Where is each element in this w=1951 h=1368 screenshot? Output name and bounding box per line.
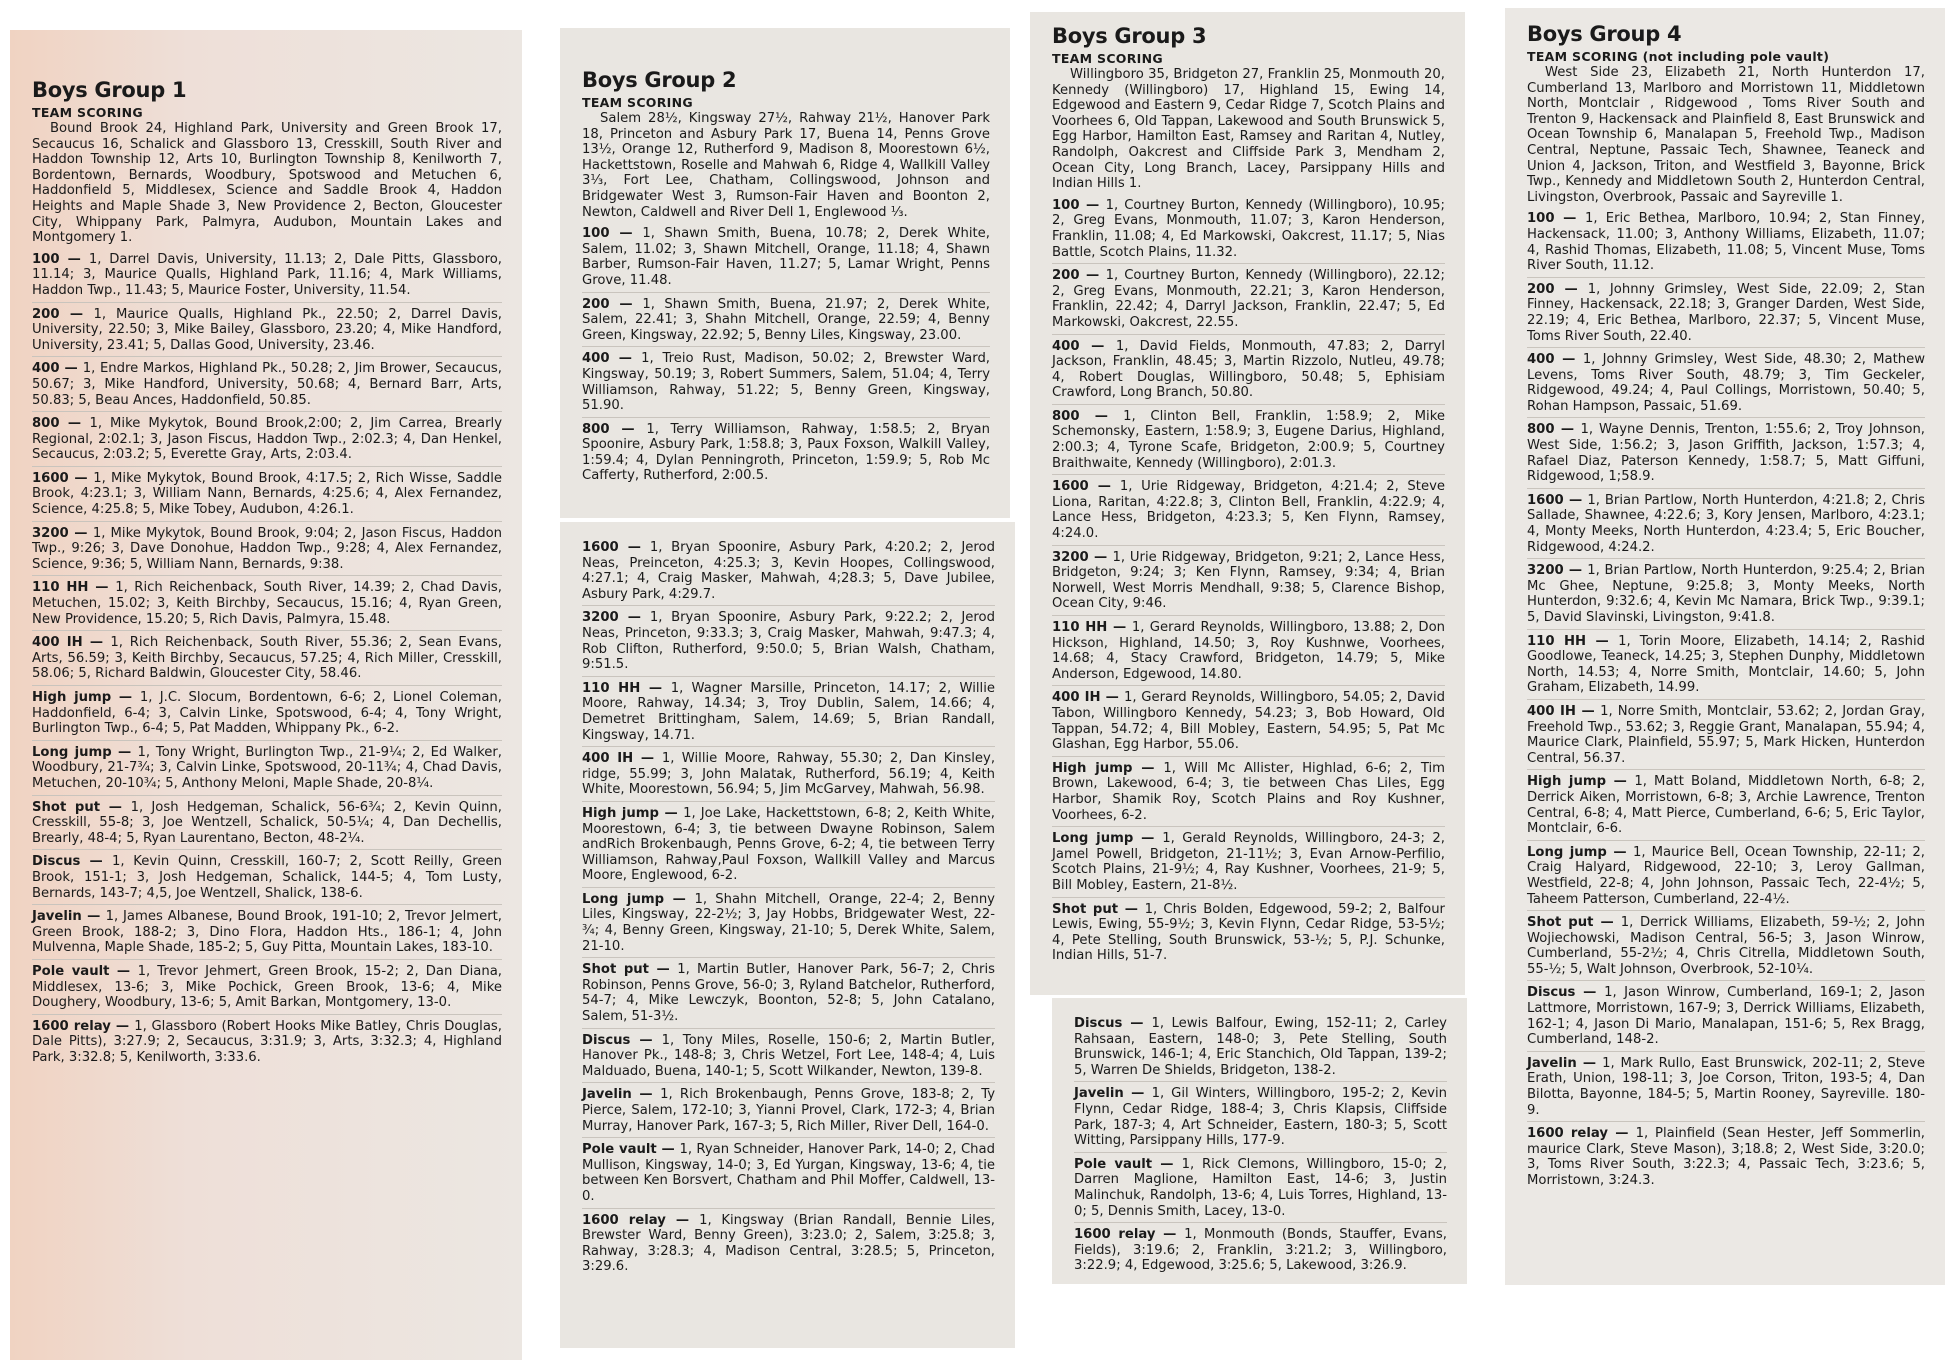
event-result	[1527, 348, 1925, 418]
event-name: High jump	[32, 690, 112, 705]
event-placings: 1, Willie Moore, Rahway, 55.30; 2, Dan Kinsley, ridge, 55.99; 3, John Malatak, Rutherford, 56.19; 4, Keith White, Moorestown, 56.94; 5, Jim McGarvey, Mahwah, 56.98.	[582, 751, 996, 798]
group4-title: Boys Group 4	[1527, 22, 1682, 46]
event-result	[582, 222, 990, 292]
event-placings: 1, Mark Rullo, East Brunswick, 202-11; 2, Steve Erath, Union, 198-11; 3, Joe Corson, Triton, 193-5; 4, Dan Bilotta, Bayonne, 184-5; 5, Martin Rooney, Sayreville. 180-9.	[1527, 1055, 1926, 1118]
event-dash: —	[1155, 1227, 1185, 1243]
event-placings: 1, Mike Mykytok, Bound Brook, 4:17.5; 2, Rich Wisse, Saddle Brook, 4:23.1; 3, William Nann, Bernards, 4:25.6; 4, Alex Fernandez, Science, 4:25.8; 5, Mike Tobey, Audubon, 4:26.1.	[32, 470, 502, 518]
event-dash: —	[111, 690, 140, 705]
event-dash: —	[618, 540, 650, 555]
group2-events-top	[582, 222, 990, 487]
event-name: 400 IH	[1527, 703, 1576, 719]
event-placings: 1, Urie Ridgeway, Bridgeton, 9:21; 2, Lance Hess, Bridgeton, 9:24; 3; Ken Flynn, Ramsey, 9:34; 4, Brian Norwell, West Morris Mendhall, 9:38; 5, Clarence Bishop, Ocean City, 9:46.	[1052, 549, 1445, 612]
event-placings: 1, Darrel Davis, University, 11.13; 2, Dale Pitts, Glassboro, 11.14; 3, Maurice Qualls, Highland Park, 11.16; 4, Mark Williams, Haddon Twp., 11.43; 5, Maurice Foster, University, 11.54.	[32, 251, 502, 298]
event-placings: 1, James Albanese, Bound Brook, 191-10; 2, Trevor Jelmert, Green Brook, 188-2; 3, Dino Flora, Haddon Hts., 186-1; 4, John Mulvenna, Maple Shade, 185-2; 5, Guy Pitta, Mountain Lakes, 183-10.	[32, 909, 503, 956]
event-placings: 1, Derrick Williams, Elizabeth, 59-½; 2, John Wojiechowski, Madison Central, 56-5; 3, Jason Winrow, Cumberland, 55-2½; 4, Chris Citrella, Middletown South, 55-½; 5, Walt Johnson, Overbrook, 52-10¼.	[1527, 915, 1926, 977]
event-placings: 1, Courtney Burton, Kennedy (Willingboro), 10.95; 2, Greg Evans, Monmouth, 11.07; 3, Karon Henderson, Franklin, 11.08; 4, Ed Markowski, Oakcrest, 11.17; 5, Nias Battle, Scotch Plains, 11.32.	[1052, 197, 1445, 260]
group2-events-bottom	[582, 536, 995, 1278]
event-placings: 1, Joe Lake, Hackettstown, 6-8; 2, Keith White, Moorestown, 6-4; 3, tie between Dwayne Robinson, Salem andRich Brokenbaugh, Penns Grove, 6-2; 4, tie between Terry Williamson, Rahway,Paul Foxson, Wallkill Valley and Marcus Moore, Englewood, 6-2.	[582, 805, 995, 884]
event-dash: —	[1152, 1156, 1182, 1172]
event-dash: —	[81, 909, 106, 925]
event-dash: —	[1563, 492, 1588, 508]
event-result	[582, 1138, 995, 1208]
event-result	[582, 1083, 995, 1138]
event-name: Long jump	[32, 744, 112, 760]
event-name: Long jump	[1527, 844, 1607, 860]
event-dash: —	[1593, 915, 1621, 931]
event-result	[32, 741, 502, 796]
event-dash: —	[1576, 1055, 1603, 1071]
event-placings: 1, Terry Williamson, Rahway, 1:58.5; 2, Bryan Spoonire, Asbury Park, 1:58.8; 3, Paux Foxson, Walkill Valley, 1:59.4; 4, Dylan Penningroth, Princeton, 1:59.9; 5, Rob Mc Cafferty, Rutherford, 2:00.5.	[582, 421, 990, 484]
event-result	[582, 606, 995, 676]
event-result	[32, 850, 502, 905]
event-dash: —	[1606, 774, 1635, 790]
event-dash: —	[631, 1087, 661, 1103]
event-result	[582, 677, 995, 747]
event-placings: 1, Eric Bethea, Marlboro, 10.94; 2, Stan Finney, Hackensack, 11.00; 3, Anthony Williams, Elizabeth, 11.07; 4, Rashid Thomas, Elizabeth, 11.08; 5, Vincent Muse, Toms River South, 11.12.	[1527, 211, 1926, 274]
event-placings: 1, Ryan Schneider, Hanover Park, 14-0; 2, Chad Mullison, Kingsway, 14-0; 3, Ed Yurgan, Kingsway, 13-6; 4, tie between Ken Borsvert, Chatham and Phil Moffer, Caldwell, 13-0.	[582, 1142, 995, 1204]
event-result	[1527, 841, 1925, 911]
event-dash: —	[1133, 831, 1163, 847]
event-name: Javelin	[582, 1087, 632, 1103]
event-placings: 1, Kevin Quinn, Cresskill, 160-7; 2, Scott Reilly, Green Brook, 151-1; 3, Josh Hedgeman, Schalick, 144-5; 4, Tom Lusty, Bernards, 143-7; 4,5, Joe Wentzell, Shalick, 138-6.	[32, 854, 503, 901]
group1-team-scoring: Bound Brook 24, Highland Park, University and Green Brook 17, Secaucus 16, Schalick and Glassboro 13, Cresskill, South River and Haddon Township 12, Arts 10, Burlington Township 8, Kenilworth 7, Bordentown, Bernards, Woodbury, Spotswood and Metuchen 6, Haddonfield 5, Middlesex, Science and Saddle Brook 4, Haddon Heights and Maple Shade 3, New Providence 2, Becton, Gloucester City, Whippany Park, Palmyra, Audubon, Mountain Lakes and Montgomery 1.	[32, 121, 502, 246]
event-name: 200	[32, 306, 60, 322]
event-dash: —	[1554, 281, 1588, 297]
event-result	[1074, 1223, 1447, 1277]
event-name: Shot put	[582, 962, 649, 978]
event-placings: 1, Trevor Jehmert, Green Brook, 15-2; 2, Dan Diana, Middlesex, 13-6; 3, Mike Pochick, Green Brook, 13-6; 4, Mike Doughery, Woodbury, 13-6; 5, Amit Barkan, Montgomery, 13-0.	[32, 963, 502, 1011]
event-result	[1527, 559, 1925, 629]
event-result	[32, 631, 502, 686]
event-result	[1052, 194, 1445, 264]
event-placings: 1, Lewis Balfour, Ewing, 152-11; 2, Carley Rahsaan, Eastern, 148-0; 3, Pete Stelling, South Brunswick, 146-1; 4, Eric Stanchich, Old Tappan, 139-2; 5, Warren De Shields, Bridgeton, 138-2.	[1074, 1016, 1447, 1078]
event-name: 1600 relay	[582, 1212, 666, 1228]
event-result	[32, 467, 502, 522]
event-result	[1052, 335, 1445, 405]
group2-team-scoring-heading: TEAM SCORING	[582, 95, 693, 110]
event-dash: —	[630, 1032, 662, 1048]
event-dash: —	[1132, 760, 1164, 776]
event-name: Pole vault	[32, 963, 110, 979]
event-dash: —	[1107, 620, 1132, 635]
event-name: 400 IH	[32, 635, 83, 651]
event-result	[1052, 405, 1445, 475]
event-name: Javelin	[1074, 1086, 1124, 1102]
event-result	[1527, 981, 1925, 1051]
event-result	[32, 357, 502, 412]
event-name: 3200	[32, 525, 69, 541]
event-placings: 1, Jason Winrow, Cumberland, 169-1; 2, Jason Lattmore, Morristown, 167-9; 3, Derrick Williams, Elizabeth, 162-1; 4, Jason Di Mario, Manalapan, 151-6; 5, Rex Bragg, Cumberland, 148-2.	[1527, 985, 1925, 1048]
event-name: 100	[1527, 211, 1555, 227]
event-placings: 1, Maurice Qualls, Highland Pk., 22.50; 2, Darrel Davis, University, 22.50; 3, Mike Bailey, Glassboro, 23.20; 4, Mike Handford, University, 23.41; 5, Dallas Good, University, 23.46.	[32, 306, 503, 353]
event-result	[1052, 475, 1445, 545]
event-name: 200	[1527, 281, 1555, 297]
event-result	[1052, 686, 1445, 756]
event-result	[582, 1029, 995, 1084]
event-result	[1074, 1082, 1447, 1152]
event-result	[32, 412, 502, 467]
event-result	[1052, 616, 1445, 686]
event-name: 800	[582, 421, 610, 437]
event-placings: 1, Chris Bolden, Edgewood, 59-2; 2, Balfour Lewis, Ewing, 55-9½; 3, Kevin Flynn, Cedar Ridge, 53-5½; 4, Pete Stelling, South Brunswick, 53-½; 5, P.J. Schunke, Indian Hills, 51-7.	[1052, 901, 1445, 964]
event-name: 110 HH	[582, 680, 641, 696]
event-name: 100	[582, 226, 610, 242]
event-name: 400	[582, 351, 610, 367]
event-placings: 1, Wayne Dennis, Trenton, 1:55.6; 2, Troy Johnson, West Side, 1:56.2; 3, Jason Griffith, Jackson, 1:57.3; 4, Rafael Diaz, Paterson Kennedy, 1:58.7; 5, Matt Giffuni, Ridgewood, 1;58.9.	[1527, 422, 1925, 485]
event-name: 400	[1527, 352, 1555, 368]
event-dash: —	[1100, 690, 1124, 706]
group1-team-scoring-heading: TEAM SCORING	[32, 105, 143, 120]
event-placings: 1, Rich Reichenback, South River, 14.39; 2, Chad Davis, Metuchen, 15.02; 3, Keith Birchby, Secaucus, 15.16; 4, Ryan Green, New Providence, 15.20; 5, Rich Davis, Palmyra, 15.48.	[32, 580, 502, 627]
event-dash: —	[640, 680, 671, 696]
event-result	[1527, 278, 1925, 348]
event-name: Javelin	[32, 909, 82, 925]
event-result	[582, 888, 995, 958]
event-placings: 1, Endre Markos, Highland Pk., 50.28; 2, Jim Brower, Secaucus, 50.67; 3, Mike Handford, University, 50.68; 4, Bernard Barr, Arts, 50.83; 5, Beau Ances, Haddonfield, 50.85.	[32, 361, 502, 408]
event-name: Javelin	[1527, 1055, 1577, 1071]
event-result	[1052, 546, 1445, 616]
event-result	[1527, 418, 1925, 488]
event-placings: 1, Torin Moore, Elizabeth, 14.14; 2, Rashid Goodlowe, Teaneck, 14.25; 3, Stephen Dunphy, Middletown North, 14.53; 4, Norre Smith, Montclair, 14.60; 5, John Graham, Elizabeth, 14.99.	[1527, 633, 1925, 696]
event-name: 1600 relay	[1527, 1126, 1608, 1142]
event-dash: —	[1554, 422, 1581, 438]
event-result	[1052, 898, 1445, 967]
event-placings: 1, Treio Rust, Madison, 50.02; 2, Brewster Ward, Kingsway, 50.19; 3, Robert Summers, Salem, 51.04; 4, Terry Williamson, Rahway, 51.22; 5, Benny Green, Kingsway, 51.90.	[582, 351, 991, 414]
event-name: Pole vault	[1074, 1156, 1153, 1172]
event-result	[1527, 207, 1925, 277]
event-placings: 1, Shawn Smith, Buena, 10.78; 2, Derek White, Salem, 11.02; 3, Shawn Mitchell, Orange, 11.18; 4, Shawn Barber, Rumson-Fair Haven, 11.27; 5, Lamar Wright, Penns Grove, 11.48.	[582, 226, 990, 288]
event-placings: 1, Rick Clemons, Willingboro, 15-0; 2, Darren Maglione, Hamilton East, 14-6; 3, Justin Malinchuk, Randolph, 13-6; 4, Luis Torres, Highland, 13-0; 5, Dennis Smith, Lacey, 13-0.	[1074, 1156, 1447, 1219]
event-result	[1052, 757, 1445, 827]
group4-clipping	[1505, 8, 1945, 1285]
event-result	[1074, 1153, 1447, 1223]
event-dash: —	[59, 416, 90, 432]
event-dash: —	[1607, 1126, 1636, 1142]
event-dash: —	[658, 805, 684, 821]
event-result	[582, 536, 995, 606]
event-placings: 1, Bryan Spoonire, Asbury Park, 9:22.2; 2, Jerod Neas, Princeton, 9:33.3; 3, Craig Masker, Mahwah, 9:47.3; 4, Rob Clifton, Rutherford, 9:50.0; 5, Brian Walsh, Chatham, 9:51.5.	[582, 610, 995, 673]
event-name: 1600 relay	[32, 1018, 111, 1034]
event-dash: —	[111, 744, 138, 760]
group3-events-top	[1052, 194, 1445, 967]
event-name: 3200	[582, 610, 619, 626]
event-result	[32, 960, 502, 1015]
event-result	[582, 747, 995, 802]
event-result	[1527, 630, 1925, 700]
event-placings: 1, Tony Miles, Roselle, 150-6; 2, Martin Butler, Hanover Pk., 148-8; 3, Chris Wetzel, Fort Lee, 148-4; 4, Luis Malduado, Buena, 140-1; 5, Scott Wilkander, Newton, 139-8.	[582, 1032, 995, 1079]
event-name: 100	[32, 251, 60, 267]
event-name: 200	[582, 296, 610, 312]
event-name: Shot put	[1052, 901, 1119, 917]
event-name: 100	[1052, 197, 1080, 213]
event-result	[1052, 264, 1445, 334]
event-name: Long jump	[1052, 831, 1134, 847]
event-result	[1052, 827, 1445, 897]
event-name: 110 HH	[1052, 620, 1108, 635]
event-placings: 1, Tony Wright, Burlington Twp., 21-9¼; 2, Ed Walker, Woodbury, 21-7¾; 3, Calvin Linke, Spotswood, 20-11¾; 4, Chad Davis, Metuchen, 20-10¾; 5, Anthony Meloni, Maple Shade, 20-8¼.	[32, 744, 502, 791]
event-name: 110 HH	[32, 580, 89, 596]
event-name: 400 IH	[582, 751, 634, 767]
event-name: Shot put	[32, 799, 101, 815]
event-name: 800	[32, 416, 60, 432]
event-name: High jump	[1052, 760, 1133, 776]
event-result	[1527, 700, 1925, 770]
event-dash: —	[633, 751, 662, 767]
event-result	[32, 303, 502, 358]
event-result	[1527, 1052, 1925, 1122]
event-dash: —	[1554, 352, 1583, 368]
event-dash: —	[82, 635, 111, 651]
event-placings: 1, Plainfield (Sean Hester, Jeff Sommerlin, maurice Clark, Steve Mason), 3;18.8; 2, West Side, 3:20.0; 3, Toms River South, 3:22.3; 4, Passaic Tech, 3:23.6; 5, Morristown, 3:24.3.	[1527, 1126, 1925, 1188]
event-dash: —	[59, 361, 83, 377]
event-placings: 1, Rich Brokenbaugh, Penns Grove, 183-8; 2, Ty Pierce, Salem, 172-10; 3, Yianni Provel, Clark, 172-3; 4, Brian Murray, Hanover Park, 167-3; 5, Rich Miller, River Dell, 164-0.	[582, 1087, 995, 1134]
event-result	[1527, 911, 1925, 981]
event-placings: 1, Matt Boland, Middletown North, 6-8; 2, Derrick Aiken, Morristown, 6-8; 3, Archie Lawrence, Trenton Central, 6-8; 4, Matt Pierce, Cumberland, 6-6; 5, Eric Taylor, Montclair, 6-6.	[1527, 774, 1925, 837]
event-dash: —	[1122, 1016, 1152, 1031]
group3-team-scoring: Willingboro 35, Bridgeton 27, Franklin 25, Monmouth 20, Kennedy (Willingboro) 17, Highland 15, Ewing 14, Edgewood and Eastern 9, Cedar Ridge 7, Scotch Plains and Voorhees 6, Old Tappan, Lakewood and South Brunswick 5, Egg Harbor, Hamilton East, Ramsey and Raritan 4, Nutley, Randolph, Oakcrest and Cliffside Park 3, Mendham 2, Ocean City, Long Branch, Lacey, Parsippany Hills and Indian Hills 1.	[1052, 67, 1445, 192]
event-dash: —	[618, 610, 650, 626]
event-dash: —	[609, 226, 643, 242]
event-placings: 1, Gerard Reynolds, Willingboro, 13.88; 2, Don Hickson, Highland, 14.50; 3, Roy Kushnwe, Voorhees, 14.68; 4, Stacy Crawford, Bridgeton, 14.79; 5, Mike Anderson, Edgewood, 14.80.	[1052, 620, 1446, 682]
event-name: Discus	[1074, 1016, 1123, 1031]
event-name: 1600	[1527, 492, 1564, 508]
event-dash: —	[648, 962, 678, 978]
event-dash: —	[665, 1212, 700, 1228]
event-dash: —	[109, 963, 138, 979]
event-dash: —	[664, 891, 695, 907]
event-placings: 1, Urie Ridgeway, Bridgeton, 4:21.4; 2, Steve Liona, Raritan, 4:22.8; 3, Clinton Bell, Franklin, 4:22.9; 4, Lance Hess, Bridgeton, 4:23.3; 5, Ken Flynn, Ramsey, 4:24.0.	[1052, 479, 1445, 542]
event-dash: —	[1586, 633, 1619, 649]
event-placings: 1, J.C. Slocum, Bordentown, 6-6; 2, Lionel Coleman, Haddonfield, 6-4; 3, Calvin Linke, Spotswood, 6-4; 4, Tony Wright, Burlington Twp., 6-4; 5, Pat Madden, Whippany Pk., 6-2.	[32, 690, 502, 737]
event-result	[32, 248, 502, 303]
event-name: 400 IH	[1052, 690, 1101, 706]
group4-team-scoring: West Side 23, Elizabeth 21, North Hunterdon 17, Cumberland 13, Marlboro and Morristown 11, Middletown North, Montclair , Ridgewood , Toms River South and Trenton 9, Hackensack and Plainfield 8, East Brunswick and Ocean Township 6, Manalapan 5, Freehold Twp., Madison Central, Neptune, Passaic Tech, Shawnee, Teaneck and Union 4, Jackson, Triton, and Westfield 3, Bayonne, Brick Twp., Kennedy and Middletown South 2, Hunterdon Central, Livingston, Overbrook, Passaic and Sayreville 1.	[1527, 65, 1925, 205]
event-dash: —	[1079, 338, 1116, 354]
event-result	[1527, 770, 1925, 840]
event-name: 400	[1052, 338, 1080, 354]
event-dash: —	[1575, 985, 1605, 1001]
event-result	[32, 686, 502, 741]
event-result	[582, 802, 995, 888]
event-placings: 1, Martin Butler, Hanover Park, 56-7; 2, Chris Robinson, Penns Grove, 56-0; 3, Ryland Batchelor, Rutherford, 54-7; 4, Mike Lewczyk, Boonton, 52-8; 5, John Catalano, Salem, 51-3½.	[582, 962, 995, 1025]
event-placings: 1, Brian Partlow, North Hunterdon, 9:25.4; 2, Brian Mc Ghee, Neptune, 9:25.8; 3, Monty Meeks, North Hunterdon, 9:32.6; 4, Kevin Mc Namara, Brick Twp., 9:39.1; 5, David Slavinski, Livingston, 9:41.8.	[1527, 563, 1926, 625]
event-dash: —	[1079, 197, 1106, 213]
event-placings: 1, Bryan Spoonire, Asbury Park, 4:20.2; 2, Jerod Neas, Preinceton, 4:25.3; 3, Kevin Hoopes, Collingswood, 4:27.1; 4, Craig Masker, Mahwah, 4;28.3; 5, Dave Jubilee, Asbury Park, 4:29.7.	[582, 540, 995, 602]
event-placings: 1, Josh Hedgeman, Schalick, 56-6¾; 2, Kevin Quinn, Cresskill, 55-8; 3, Joe Wentzell, Schalick, 50-5¼; 4, Dan Dechellis, Brearly, 48-4; 5, Ryan Laurentano, Becton, 48-2¼.	[32, 799, 502, 846]
event-placings: 1, Kingsway (Brian Randall, Bennie Liles, Brewster Ward, Benny Green), 3:23.0; 2, Salem, 3:25.8; 3, Rahway, 3:28.3; 4, Madison Central, 3:28.5; 5, Princeton, 3:29.6.	[582, 1212, 995, 1275]
group1-events	[32, 248, 502, 1069]
event-result	[582, 958, 995, 1028]
event-name: Discus	[582, 1032, 631, 1048]
group2-clipping-bottom	[560, 522, 1015, 1348]
event-dash: —	[1079, 268, 1106, 284]
event-dash: —	[100, 799, 131, 815]
event-name: Discus	[1527, 985, 1576, 1001]
event-dash: —	[59, 306, 94, 322]
event-dash: —	[656, 1142, 680, 1158]
event-name: 1600	[582, 540, 619, 555]
event-placings: 1, Johnny Grimsley, West Side, 22.09; 2, Stan Finney, Hackensack, 22.18; 3, Granger Darden, West Side, 22.19; 4, Eric Bethea, Marlboro, 22.37; 5, Vincent Muse, Toms River South, 22.40.	[1527, 281, 1925, 344]
event-name: High jump	[582, 805, 659, 821]
event-dash: —	[1563, 563, 1588, 579]
event-name: 800	[1527, 422, 1555, 438]
event-name: 3200	[1527, 563, 1564, 579]
event-name: Pole vault	[582, 1142, 657, 1158]
group2-clipping-top	[560, 28, 1010, 518]
group3-title: Boys Group 3	[1052, 24, 1207, 48]
event-dash: —	[68, 525, 93, 541]
event-placings: 1, Shawn Smith, Buena, 21.97; 2, Derek White, Salem, 22.41; 3, Shahn Mitchell, Orange, 22.59; 4, Benny Green, Kingsway, 22.92; 5, Benny Liles, Kingsway, 23.00.	[582, 296, 990, 343]
event-placings: 1, Will Mc Allister, Highlad, 6-6; 2, Tim Brown, Lakewood, 6-4; 3, tie between Chas Liles, Egg Harbor, Shamik Roy, Scotch Plains and Roy Kushner, Voorhees, 6-2.	[1052, 760, 1445, 823]
group2-title: Boys Group 2	[582, 68, 737, 92]
event-dash: —	[1554, 211, 1585, 227]
event-result	[32, 905, 502, 960]
event-placings: 1, Wagner Marsille, Princeton, 14.17; 2, Willie Moore, Rahway, 14.34; 3, Troy Dublin, Salem, 14.66; 4, Demetret Brittingham, Salem, 14.69; 5, Brian Randall, Kingsway, 14.71.	[582, 680, 995, 743]
event-dash: —	[609, 351, 642, 367]
event-dash: —	[1606, 844, 1633, 860]
event-placings: 1, Mike Mykytok, Bound Brook, 9:04; 2, Jason Fiscus, Haddon Twp., 9:26; 3, Dave Donohue, Haddon Twp., 9:28; 4, Alex Fernandez, Science, 9:36; 5, William Nann, Bernards, 9:38.	[32, 525, 502, 572]
event-placings: 1, Gerald Reynolds, Willingboro, 24-3; 2, Jamel Powell, Bridgeton, 21-11½; 3, Evan Arnow-Perfilio, Scotch Plains, 21-9½; 4, Ray Kushner, Voorhees, 21-9; 5, Bill Mobley, Eastern, 21-8½.	[1052, 831, 1445, 893]
event-result	[1074, 1012, 1447, 1082]
event-result	[1527, 1122, 1925, 1191]
event-placings: 1, Clinton Bell, Franklin, 1:58.9; 2, Mike Schemonsky, Eastern, 1:58.9; 3, Eugene Darius, Highland, 2:00.3; 4, Tyrone Scafe, Bridgeton, 2:00.9; 5, Courtney Braithwaite, Kennedy (Willingboro), 2:01.3.	[1052, 408, 1445, 471]
event-placings: 1, Norre Smith, Montclair, 53.62; 2, Jordan Gray, Freehold Twp., 53.62; 3, Reggie Grant, Manalapan, 55.94; 4, Maurice Clark, Plainfield, 55.97; 5, Mark Hicken, Hunterdon Central, 56.37.	[1527, 703, 1926, 766]
group4-events	[1527, 207, 1925, 1191]
group3-clipping-top	[1030, 12, 1465, 995]
event-dash: —	[1123, 1086, 1152, 1102]
event-result	[582, 1209, 995, 1278]
event-result	[32, 576, 502, 631]
event-dash: —	[609, 421, 647, 437]
group3-team-scoring-heading: TEAM SCORING	[1052, 51, 1163, 66]
event-result	[582, 418, 990, 487]
event-placings: 1, Gerard Reynolds, Willingboro, 54.05; 2, David Tabon, Willingboro Kennedy, 54.23; 3, Bob Howard, Old Tappan, 54.72; 4, Bill Mobley, Eastern, 54.95; 5, Pat Mc Glashan, Egg Harbor, 55.06.	[1052, 690, 1445, 753]
event-name: 1600	[1052, 479, 1089, 495]
event-placings: 1, Courtney Burton, Kennedy (Willingboro), 22.12; 2, Greg Evans, Monmouth, 22.21; 3, Karon Henderson, Franklin, 22.42; 4, Darryl Jackson, Franklin, 22.47; 5, Ed Markowski, Oakcrest, 22.55.	[1052, 268, 1445, 330]
event-name: 3200	[1052, 549, 1089, 565]
event-placings: 1, Glassboro (Robert Hooks Mike Batley, Chris Douglas, Dale Pitts), 3:27.9; 2, Secaucus, 3:31.9; 3, Arts, 3:32.3; 4, Highland Park, 3:32.8; 5, Kenilworth, 3:33.6.	[32, 1018, 502, 1065]
group2-team-scoring: Salem 28½, Kingsway 27½, Rahway 21½, Hanover Park 18, Princeton and Asbury Park 17, Buena 14, Penns Grove 13½, Orange 12, Rutherford 9, Madison 8, Moorestown 6½, Hackettstown, Roselle and Mahwah 6, Ridge 4, Wallkill Valley 3⅓, Fort Lee, Chatham, Collingswood, Johnson and Bridgewater West 3, Rumson-Fair Haven and Boonton 2, Newton, Caldwell and River Dell 1, Englewood ⅓.	[582, 111, 990, 220]
event-name: 200	[1052, 268, 1080, 284]
event-dash: —	[1088, 549, 1113, 565]
event-placings: 1, Rich Reichenback, South River, 55.36; 2, Sean Evans, Arts, 56.59; 3, Keith Birchby, Secaucus, 57.25; 4, Rich Miller, Cresskill, 58.06; 5, Richard Baldwin, Gloucester City, 58.46.	[32, 635, 502, 682]
event-name: 1600 relay	[1074, 1227, 1156, 1243]
event-dash: —	[59, 251, 89, 267]
event-dash: —	[80, 854, 112, 870]
event-placings: 1, Mike Mykytok, Bound Brook,2:00; 2, Jim Carrea, Brearly Regional, 2:02.1; 3, Jason Fiscus, Haddon Twp., 2:02.3; 4, Dan Henkel, Secaucus, 2:03.2; 5, Everette Gray, Arts, 2:03.4.	[32, 416, 503, 463]
event-dash: —	[1118, 901, 1145, 917]
group1-title: Boys Group 1	[32, 78, 187, 102]
event-dash: —	[1575, 703, 1601, 719]
event-name: High jump	[1527, 774, 1607, 790]
group1-clipping	[10, 30, 522, 1360]
event-result	[582, 347, 990, 417]
event-result	[32, 1015, 502, 1069]
event-name: Shot put	[1527, 915, 1594, 931]
event-placings: 1, Maurice Bell, Ocean Township, 22-11; 2, Craig Halyard, Ridgewood, 22-10; 3, Leroy Gallman, Westfield, 22-8; 4, John Johnson, Passaic Tech, 22-4½; 5, Taheem Patterson, Cumberland, 22-4½.	[1527, 844, 1925, 907]
event-result	[1527, 489, 1925, 559]
event-name: 400	[32, 361, 60, 377]
event-dash: —	[88, 580, 116, 596]
event-name: 1600	[32, 470, 69, 486]
event-placings: 1, Shahn Mitchell, Orange, 22-4; 2, Benny Liles, Kingsway, 22-2½; 3, Jay Hobbs, Bridgewater West, 22-¾; 4, Benny Green, Kingsway, 21-10; 5, Derek White, Salem, 21-10.	[582, 891, 995, 954]
group3-clipping-bottom	[1052, 998, 1467, 1284]
event-placings: 1, Brian Partlow, North Hunterdon, 4:21.8; 2, Chris Sallade, Shawnee, 4:22.6; 3, Kory Jensen, Marlboro, 4:23.1; 4, Monty Meeks, North Hunterdon, 4:23.4; 5, Eric Boucher, Ridgewood, 4:24.2.	[1527, 492, 1926, 555]
event-name: Long jump	[582, 891, 665, 907]
event-placings: 1, Gil Winters, Willingboro, 195-2; 2, Kevin Flynn, Cedar Ridge, 188-4; 3, Chris Klapsis, Cliffside Park, 187-3; 4, Art Schneider, Eastern, 180-3; 5, Scott Witting, Parsippany Hills, 177-9.	[1074, 1086, 1448, 1149]
group3-events-bottom	[1074, 1012, 1447, 1277]
group4-team-scoring-heading: TEAM SCORING (not including pole vault)	[1527, 49, 1830, 64]
event-dash: —	[1088, 479, 1120, 495]
event-result	[582, 293, 990, 348]
event-result	[32, 522, 502, 577]
event-result	[32, 796, 502, 851]
event-name: 800	[1052, 408, 1080, 424]
event-name: Discus	[32, 854, 81, 870]
event-dash: —	[1079, 408, 1124, 424]
event-dash: —	[609, 296, 643, 312]
event-placings: 1, Monmouth (Bonds, Stauffer, Evans, Fields), 3:19.6; 2, Franklin, 3:21.2; 3, Willingboro, 3:22.9; 4, Edgewood, 3:25.6; 5, Lakewood, 3:26.9.	[1074, 1227, 1447, 1274]
event-name: 110 HH	[1527, 633, 1587, 649]
event-placings: 1, Johnny Grimsley, West Side, 48.30; 2, Mathew Levens, Toms River South, 48.79; 3, Tim Geckeler, Ridgewood, 49.24; 4, Paul Collings, Morristown, 50.40; 5, Rohan Hampson, Passaic, 51.69.	[1527, 352, 1925, 414]
event-dash: —	[68, 470, 94, 486]
event-placings: 1, David Fields, Monmouth, 47.83; 2, Darryl Jackson, Franklin, 48.45; 3, Martin Rizzolo, Nutleu, 49.78; 4, Robert Douglas, Willingboro, 50.48; 5, Ephisiam Crawford, Long Branch, 50.80.	[1052, 338, 1445, 401]
event-dash: —	[110, 1018, 135, 1034]
